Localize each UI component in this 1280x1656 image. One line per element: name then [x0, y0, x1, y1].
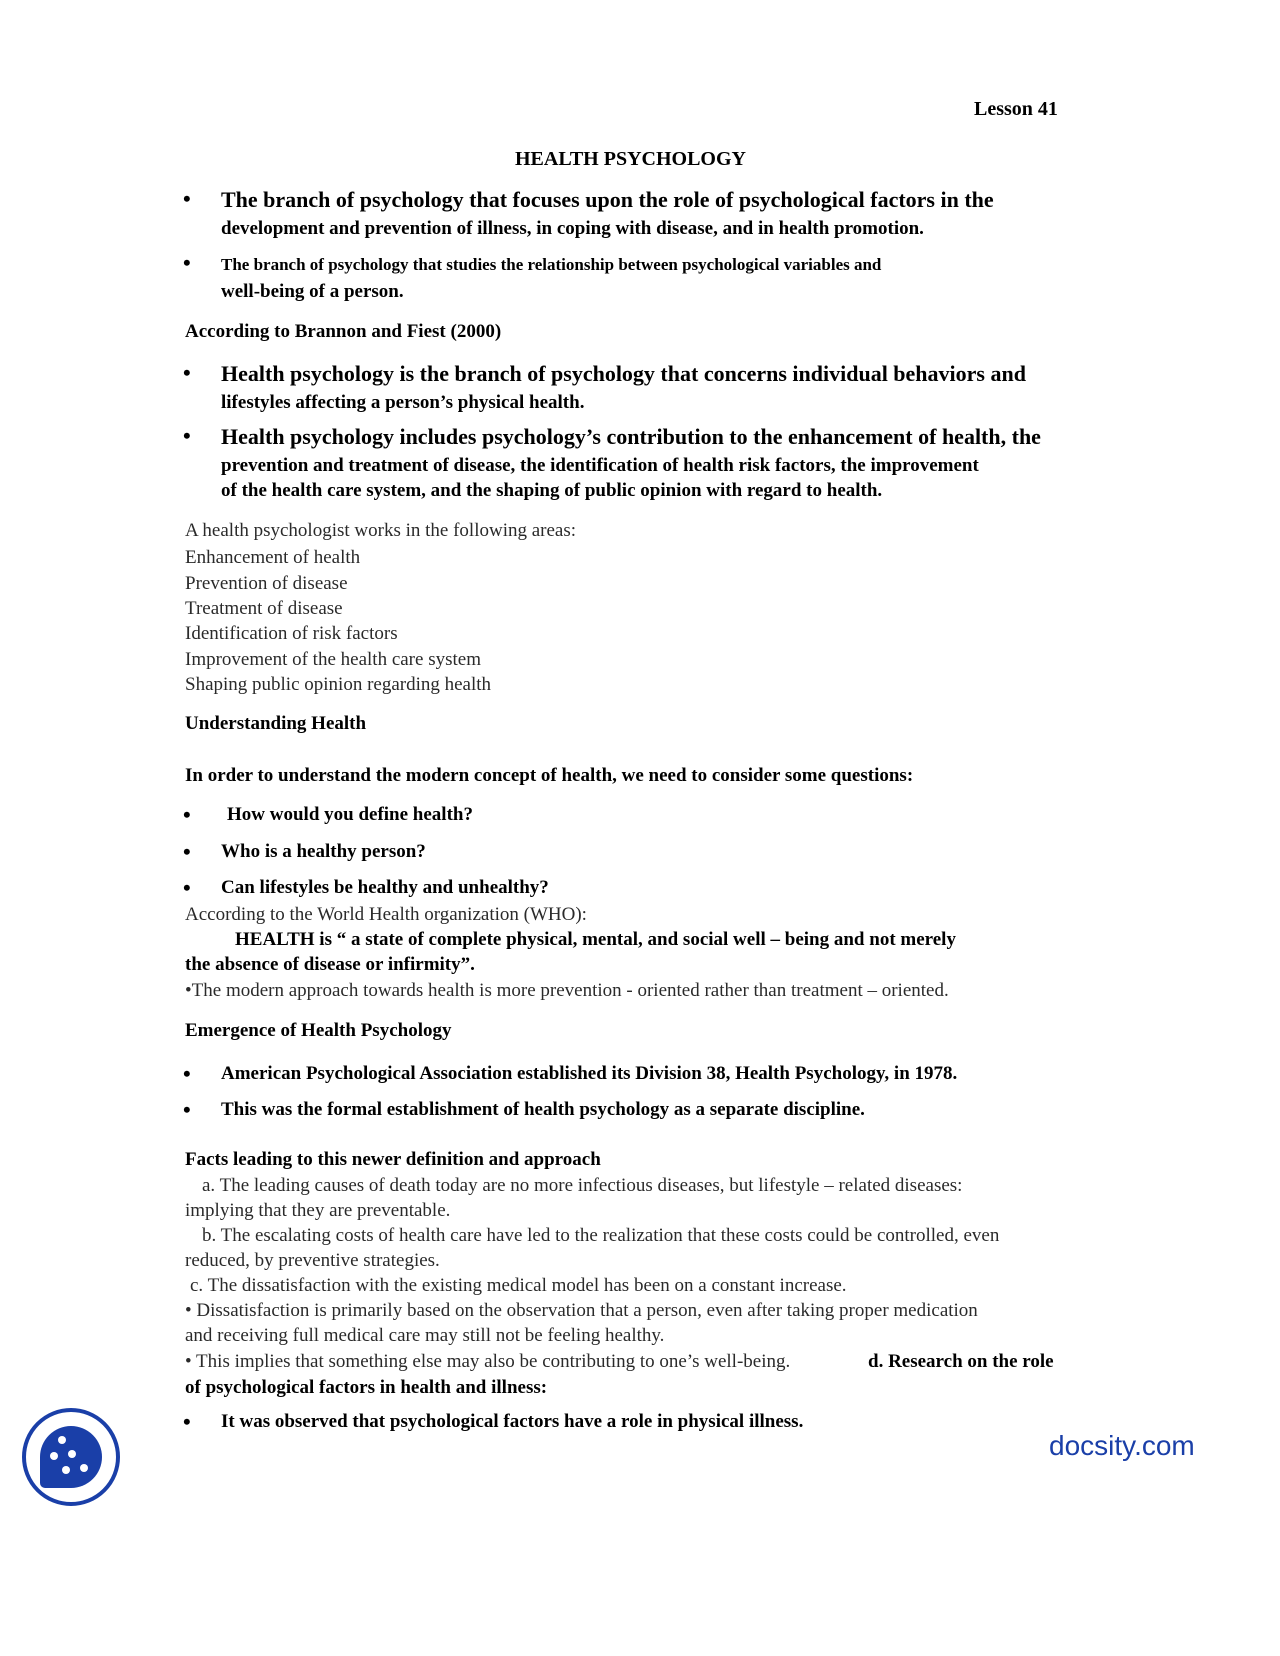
in-order-text: In order to understand the modern concept of health, we need to consider some questions:	[185, 765, 914, 786]
fact-d-line-1: • Dissatisfaction is primarily based on the observation that a person, even after taking proper medication	[185, 1300, 978, 1321]
area-item: Prevention of disease	[185, 573, 348, 594]
fact-a-line-1: a. The leading causes of death today are no more infectious diseases, but lifestyle – related diseases:	[202, 1175, 963, 1196]
bullet: •	[183, 1409, 191, 1434]
brannon-heading: According to Brannon and Fiest (2000)	[185, 321, 502, 342]
hp1-line-2: lifestyles affecting a person’s physical health.	[221, 392, 585, 413]
fact-b-line-2: reduced, by preventive strategies.	[185, 1250, 440, 1271]
who-definition-line-2: the absence of disease or infirmity”.	[185, 954, 475, 975]
bullet: •	[183, 1061, 191, 1086]
fact-a-line-2: implying that they are preventable.	[185, 1200, 451, 1221]
last-point: It was observed that psychological factors have a role in physical illness.	[221, 1411, 804, 1432]
fact-e-light: • This implies that something else may also be contributing to one’s well-being.	[185, 1351, 791, 1372]
formal-establishment: This was the formal establishment of health psychology as a separate discipline.	[221, 1099, 865, 1120]
bullet: •	[183, 360, 191, 385]
logo-dot	[68, 1450, 76, 1458]
area-item: Enhancement of health	[185, 547, 361, 568]
bullet: •	[183, 875, 191, 900]
bullet: •	[183, 802, 191, 827]
page-title: HEALTH PSYCHOLOGY	[515, 148, 746, 170]
definition-2-line-1: The branch of psychology that studies the relationship between psychological variables and	[221, 255, 882, 274]
area-item: Improvement of the health care system	[185, 649, 481, 670]
hp2-line-2: prevention and treatment of disease, the identification of health risk factors, the improvement	[221, 455, 979, 476]
bullet: •	[183, 1097, 191, 1122]
fact-d-research-line-2: of psychological factors in health and illness:	[185, 1377, 548, 1398]
logo-shape	[40, 1426, 102, 1488]
fact-d-research-heading: d. Research on the role	[868, 1351, 1054, 1372]
bullet: •	[183, 423, 191, 448]
definition-2-line-2: well-being of a person.	[221, 281, 404, 302]
areas-intro: A health psychologist works in the following areas:	[185, 520, 577, 541]
question-2: Who is a healthy person?	[221, 841, 426, 862]
definition-1-line-1: The branch of psychology that focuses upon the role of psychological factors in the	[221, 187, 994, 212]
area-item: Identification of risk factors	[185, 623, 398, 644]
logo-dot	[50, 1452, 58, 1460]
logo-dot	[62, 1466, 70, 1474]
bullet: •	[183, 186, 191, 211]
hp1-line-1: Health psychology is the branch of psychology that concerns individual behaviors and	[221, 361, 1026, 386]
fact-b-line-1: b. The escalating costs of health care have led to the realization that these costs could be controlled, even	[202, 1225, 1000, 1246]
who-definition-line-1: HEALTH is “ a state of complete physical, mental, and social well – being and not merely	[235, 929, 956, 950]
docsity-logo-icon	[22, 1408, 120, 1506]
lesson-number: Lesson 41	[974, 98, 1058, 120]
fact-d-line-2: and receiving full medical care may still not be feeling healthy.	[185, 1325, 665, 1346]
emergence-heading: Emergence of Health Psychology	[185, 1020, 452, 1041]
facts-heading: Facts leading to this newer definition and approach	[185, 1149, 601, 1170]
area-item: Treatment of disease	[185, 598, 343, 619]
question-3: Can lifestyles be healthy and unhealthy?	[221, 877, 549, 898]
modern-approach: •The modern approach towards health is more prevention - oriented rather than treatment – oriented.	[185, 980, 949, 1001]
logo-dot	[80, 1464, 88, 1472]
docsity-watermark[interactable]: docsity.com	[1049, 1430, 1195, 1461]
understanding-heading: Understanding Health	[185, 713, 367, 734]
hp2-line-1: Health psychology includes psychology’s contribution to the enhancement of health, the	[221, 424, 1041, 449]
logo-dot	[58, 1436, 66, 1444]
bullet: •	[183, 250, 191, 275]
hp2-line-3: of the health care system, and the shaping of public opinion with regard to health.	[221, 480, 883, 501]
area-item: Shaping public opinion regarding health	[185, 674, 492, 695]
who-intro: According to the World Health organization (WHO):	[185, 904, 587, 925]
bullet: •	[183, 839, 191, 864]
question-1: How would you define health?	[227, 804, 473, 825]
definition-1-line-2: development and prevention of illness, in coping with disease, and in health promotion.	[221, 218, 924, 239]
apa-division: American Psychological Association established its Division 38, Health Psychology, in 1978.	[221, 1063, 958, 1084]
fact-c: c. The dissatisfaction with the existing medical model has been on a constant increase.	[190, 1275, 847, 1296]
